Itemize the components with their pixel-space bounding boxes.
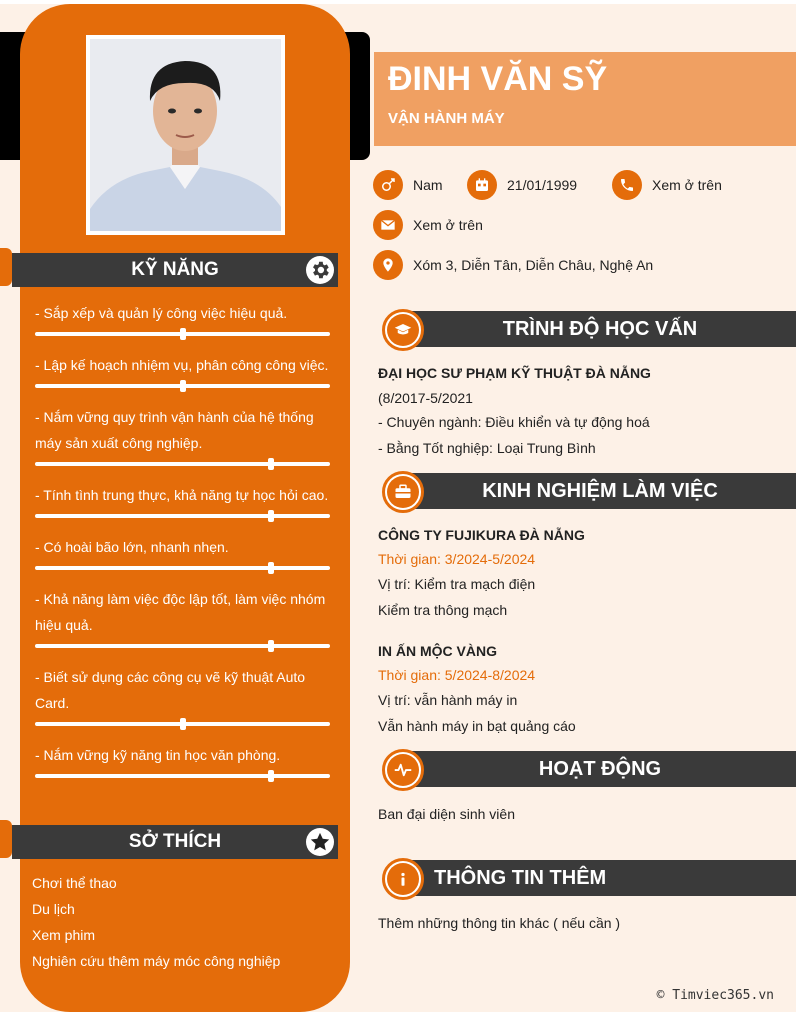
skill-item [35, 586, 340, 648]
skill-text: - Lập kế hoạch nhiệm vụ, phân công công việc. [35, 357, 329, 373]
hobbies-heading-text: SỞ THÍCH [128, 831, 222, 852]
list-item: Du lịch [32, 901, 75, 917]
more-info-heading [382, 858, 796, 894]
pulse-icon [387, 754, 419, 786]
education-degree: - Bằng Tốt nghiệp: Loại Trung Bình [378, 440, 596, 456]
email-value: Xem ở trên [413, 217, 483, 233]
skill-level-bar [35, 384, 330, 388]
skill-item [35, 534, 340, 570]
more-info-icon-circle [382, 858, 424, 900]
skill-level-bar [35, 566, 330, 570]
skill-text: - Nắm vững quy trình vận hành của hệ thống máy sản xuất công nghiệp. [35, 409, 314, 451]
location-icon [373, 250, 403, 280]
gear-icon [306, 256, 334, 284]
skill-level-marker [268, 562, 274, 574]
skill-item [35, 404, 340, 466]
mail-icon [373, 210, 403, 240]
skill-level-bar [35, 332, 330, 336]
job-time: Thời gian: 3/2024-5/2024 [378, 551, 536, 567]
info-icon [387, 863, 419, 895]
skills-heading-text: KỸ NĂNG [131, 259, 219, 280]
job-description: Kiểm tra thông mạch [378, 602, 508, 618]
hobbies-side-tab [0, 820, 12, 858]
skill-level-bar [35, 722, 330, 726]
skill-text: - Sắp xếp và quản lý công việc hiệu quả. [35, 305, 288, 321]
activities-text: Ban đại diện sinh viên [378, 806, 515, 822]
activities-heading-text: HOẠT ĐỘNG [404, 751, 796, 787]
skill-level-marker [268, 640, 274, 652]
skill-level-marker [268, 770, 274, 782]
skill-level-marker [180, 718, 186, 730]
birthdate-value: 21/01/1999 [507, 177, 578, 193]
job-company: CÔNG TY FUJIKURA ĐÀ NẴNG [378, 527, 585, 543]
education-heading [382, 309, 796, 345]
skills-heading [12, 253, 338, 287]
job-position: Vị trí: vẫn hành máy in [378, 692, 518, 708]
gender-value: Nam [413, 177, 443, 193]
education-heading-text: TRÌNH ĐỘ HỌC VẤN [404, 311, 796, 347]
skill-level-bar [35, 644, 330, 648]
cv-page [0, 4, 796, 1012]
skill-item [35, 742, 340, 778]
skill-level-marker [268, 510, 274, 522]
skill-text: - Biết sử dụng các công cụ vẽ kỹ thuật Auto Card. [35, 669, 306, 711]
skill-level-marker [180, 328, 186, 340]
job-position: Vị trí: Kiểm tra mạch điện [378, 576, 536, 592]
hobbies-list [32, 870, 280, 974]
experience-heading-text: KINH NGHIỆM LÀM VIỆC [404, 473, 796, 509]
skill-text: - Khả năng làm việc độc lập tốt, làm việc nhóm hiệu quả. [35, 591, 326, 633]
gender-icon [373, 170, 403, 200]
job-company: IN ẤN MỘC VÀNG [378, 643, 497, 659]
sidebar [20, 4, 350, 1012]
phone-icon [612, 170, 642, 200]
list-item: Nghiên cứu thêm máy móc công nghiệp [32, 953, 281, 969]
skill-level-marker [268, 458, 274, 470]
skill-text: - Nắm vững kỹ năng tin học văn phòng. [35, 747, 281, 763]
avatar [86, 35, 285, 235]
footer-credit: © Timviec365.vn [656, 988, 774, 1003]
list-item: Xem phim [32, 927, 96, 943]
skill-level-bar [35, 462, 330, 466]
experience-heading [382, 471, 796, 507]
job-title: VẬN HÀNH MÁY [388, 110, 505, 127]
activities-heading [382, 749, 796, 785]
skill-item [35, 664, 340, 726]
skill-text: - Tính tình trung thực, khả năng tự học hỏi cao. [35, 487, 329, 503]
experience-icon-circle [382, 471, 424, 513]
list-item: Chơi thể thao [32, 875, 117, 891]
skills-side-tab [0, 248, 12, 286]
more-info-heading-text: THÔNG TIN THÊM [404, 860, 796, 896]
address-value: Xóm 3, Diễn Tân, Diễn Châu, Nghệ An [413, 257, 654, 273]
star-icon [306, 828, 334, 856]
job-time: Thời gian: 5/2024-8/2024 [378, 667, 536, 683]
more-info-text: Thêm những thông tin khác ( nếu cần ) [378, 915, 621, 931]
skills-list [35, 300, 340, 794]
skill-level-bar [35, 774, 330, 778]
education-icon-circle [382, 309, 424, 351]
phone-value: Xem ở trên [652, 177, 722, 193]
skill-item [35, 352, 340, 388]
skill-level-bar [35, 514, 330, 518]
hobbies-heading [12, 825, 338, 859]
education-school: ĐẠI HỌC SƯ PHẠM KỸ THUẬT ĐÀ NẴNG [378, 365, 651, 381]
calendar-icon [467, 170, 497, 200]
graduation-cap-icon [387, 314, 419, 346]
education-period: (8/2017-5/2021 [378, 390, 473, 406]
activities-icon-circle [382, 749, 424, 791]
skill-text: - Có hoài bão lớn, nhanh nhẹn. [35, 539, 229, 555]
full-name: ĐINH VĂN SỸ [388, 60, 608, 98]
skill-item [35, 482, 340, 518]
skill-level-marker [180, 380, 186, 392]
person-silhouette-icon [90, 39, 281, 231]
avatar-photo [90, 39, 281, 231]
briefcase-icon [387, 476, 419, 508]
education-major: - Chuyên ngành: Điều khiển và tự động hoá [378, 414, 650, 430]
job-description: Vẫn hành máy in bạt quảng cáo [378, 718, 576, 734]
skill-item [35, 300, 340, 336]
name-banner [374, 52, 796, 146]
